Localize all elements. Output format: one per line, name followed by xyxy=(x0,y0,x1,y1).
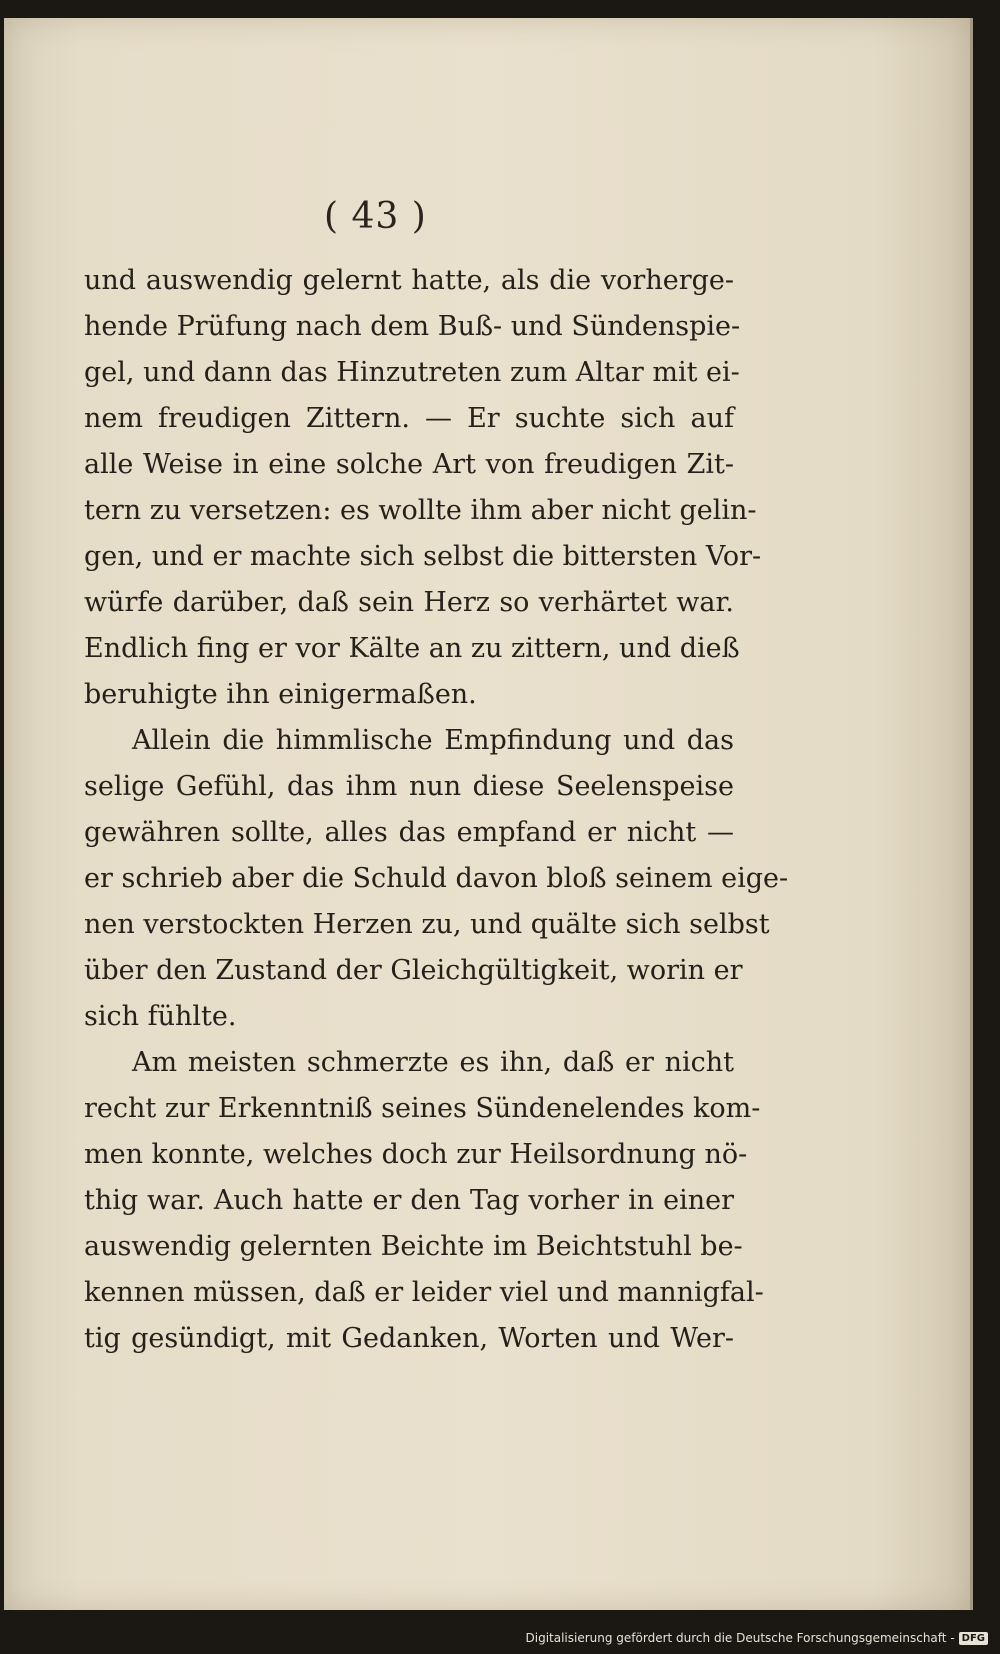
text-line: nem freudigen Zittern. — Er suchte sich auf xyxy=(84,403,734,434)
paragraph xyxy=(84,1040,764,1362)
text-line: Endlich fing er vor Kälte an zu zittern, und dieß xyxy=(84,633,740,664)
book-page xyxy=(4,18,973,1610)
dfg-logo: DFG xyxy=(959,1632,988,1645)
text-line: gel, und dann das Hinzutreten zum Altar mit ei- xyxy=(84,357,740,388)
text-line: Am meisten schmerzte es ihn, daß er nicht xyxy=(132,1047,734,1078)
text-line: würfe darüber, daß sein Herz so verhärtet war. xyxy=(84,587,734,618)
body-text xyxy=(84,258,789,1362)
text-line: thig war. Auch hatte er den Tag vorher in einer xyxy=(84,1185,734,1216)
digitization-credit xyxy=(526,1628,989,1648)
paragraph xyxy=(84,718,789,1040)
text-line: er schrieb aber die Schuld davon bloß seinem eige- xyxy=(84,863,789,894)
paragraph xyxy=(84,258,762,718)
text-line: alle Weise in eine solche Art von freudigen Zit- xyxy=(84,449,734,480)
text-line: gen, und er machte sich selbst die bittersten Vor- xyxy=(84,541,762,572)
text-line: men konnte, welches doch zur Heilsordnung nö- xyxy=(84,1139,748,1170)
text-line: beruhigte ihn einigermaßen. xyxy=(84,679,477,710)
text-line: gewähren sollte, alles das empfand er nicht — xyxy=(84,817,734,848)
text-line: über den Zustand der Gleichgültigkeit, worin er xyxy=(84,955,743,986)
text-line: sich fühlte. xyxy=(84,1001,237,1032)
text-line: hende Prüfung nach dem Buß- und Sündenspie- xyxy=(84,311,741,342)
page-number: ( 43 ) xyxy=(324,196,427,237)
text-line: und auswendig gelernt hatte, als die vorherge- xyxy=(84,265,734,296)
text-line: recht zur Erkenntniß seines Sündenelendes kom- xyxy=(84,1093,761,1124)
text-line: selige Gefühl, das ihm nun diese Seelenspeise xyxy=(84,771,734,802)
text-line: nen verstockten Herzen zu, und quälte sich selbst xyxy=(84,909,770,940)
text-line: tig gesündigt, mit Gedanken, Worten und Wer- xyxy=(84,1323,734,1354)
text-line: Allein die himmlische Empfindung und das xyxy=(132,725,734,756)
text-line: kennen müssen, daß er leider viel und mannigfal- xyxy=(84,1277,764,1308)
text-line: tern zu versetzen: es wollte ihm aber nicht gelin- xyxy=(84,495,757,526)
credit-text: Digitalisierung gefördert durch die Deutsche Forschungsgemeinschaft - xyxy=(525,1631,955,1645)
text-line: auswendig gelernten Beichte im Beichtstuhl be- xyxy=(84,1231,743,1262)
